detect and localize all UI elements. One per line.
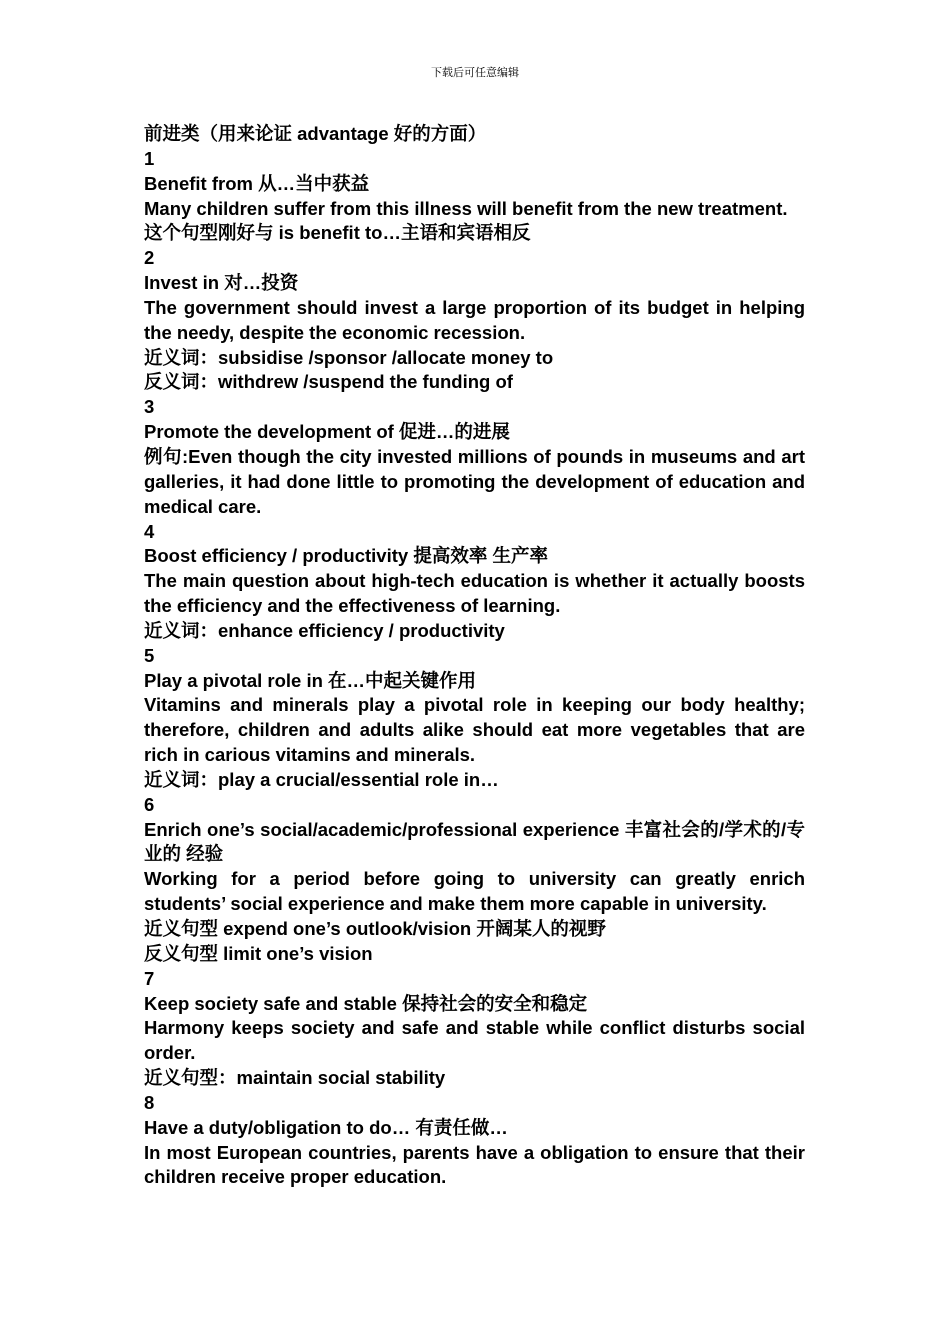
item-example: Working for a period before going to university can greatly enrich students’ social experience and make them more capable in university. [144,868,805,915]
item-example: Vitamins and minerals play a pivotal role in keeping our body healthy; therefore, children and adults alike should eat more vegetables that are rich in carious vitamins and minerals. [144,694,805,766]
document-body [144,122,805,1190]
item-note: 近义句型：maintain social stability [144,1067,446,1089]
item-note: 近义句型 expend one’s outlook/vision 开阔某人的视野 [144,918,606,939]
item-number: 3 [144,396,155,418]
item-note: 反义词：withdrew /suspend the funding of [144,371,513,393]
item-phrase: Keep society safe and stable 保持社会的安全和稳定 [144,992,588,1014]
item-example: The government should invest a large proportion of its budget in helping the needy, despite the economic recession. [144,296,805,343]
item-number: 4 [144,520,155,542]
item-note: 反义句型 limit one’s vision [144,942,373,964]
item-example: The main question about high-tech education is whether it actually boosts the efficiency and the effectiveness of learning. [144,570,805,617]
page-header-note: 下载后可任意编辑 [431,67,519,79]
item-note: 近义词：subsidise /sponsor /allocate money to [144,346,554,368]
item-number: 8 [144,1091,155,1113]
section-title: 前进类（用来论证 advantage 好的方面） [144,123,487,144]
item-number: 2 [144,247,155,269]
item-example: In most European countries, parents have a obligation to ensure that their children receive proper education. [144,1141,805,1188]
item-note: 这个句型刚好与 is benefit to…主语和宾语相反 [144,222,531,244]
item-phrase: Invest in 对…投资 [144,272,299,294]
item-example: Harmony keeps society and safe and stable while conflict disturbs social order. [144,1017,805,1064]
item-phrase: Enrich one’s social/academic/professional experience 丰富社会的/学术的/专业的 经验 [144,818,805,865]
item-number: 7 [144,967,155,989]
item-phrase: Have a duty/obligation to do… 有责任做… [144,1116,508,1138]
item-phrase: Boost efficiency / productivity 提高效率 生产率 [144,545,548,567]
item-note: 近义词：enhance efficiency / productivity [144,619,505,641]
item-number: 5 [144,644,155,666]
item-note: 近义词：play a crucial/essential role in… [144,768,499,790]
item-phrase: Benefit from 从…当中获益 [144,172,370,194]
item-example: 例句:Even though the city invested millions of pounds in museums and art galleries, it had done little to promoting the development of education and medical care. [144,445,805,517]
item-number: 6 [144,793,155,815]
item-phrase: Promote the development of 促进…的进展 [144,421,510,443]
item-number: 1 [144,147,155,169]
item-phrase: Play a pivotal role in 在…中起关键作用 [144,669,477,691]
item-example: Many children suffer from this illness will benefit from the new treatment. [144,197,788,219]
